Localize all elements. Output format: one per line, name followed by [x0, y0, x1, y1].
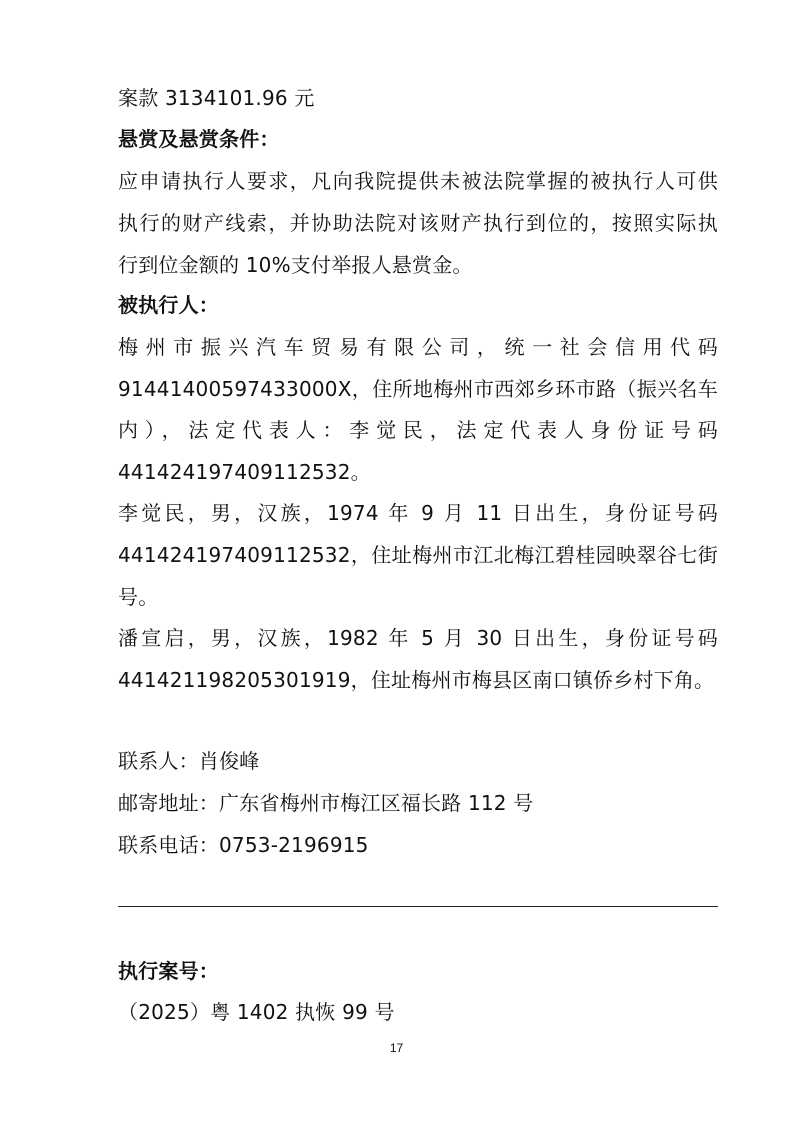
respondent-line-7: 号。 — [118, 585, 159, 609]
respondent-line-3: 内），法定代表人：李觉民，法定代表人身份证号码 — [118, 418, 718, 442]
respondent-line-8: 潘宣启，男，汉族，1982 年 5 月 30 日出生，身份证号码 — [118, 626, 718, 650]
contact-phone: 联系电话：0753-2196915 — [118, 833, 369, 857]
reward-text-line-1: 应申请执行人要求，凡向我院提供未被法院掌握的被执行人可供 — [118, 169, 718, 193]
respondent-line-9: 441421198205301919，住址梅州市梅县区南口镇侨乡村下角。 — [118, 668, 715, 692]
respondent-line-2: 91441400597433000X，住所地梅州市西郊乡环市路（振兴名车 — [118, 377, 718, 401]
section-divider — [118, 906, 718, 907]
reward-text-line-3: 行到位金额的 10%支付举报人悬赏金。 — [118, 253, 473, 277]
reward-heading: 悬赏及悬赏条件： — [118, 127, 280, 151]
respondent-line-6: 441424197409112532，住址梅州市江北梅江碧桂园映翠谷七街 — [118, 543, 718, 567]
respondent-heading: 被执行人： — [118, 293, 219, 317]
respondent-line-1: 梅州市振兴汽车贸易有限公司，统一社会信用代码 — [118, 335, 718, 359]
case-amount-line: 案款 3134101.96 元 — [118, 86, 315, 110]
respondent-line-4: 441424197409112532。 — [118, 460, 371, 484]
contact-person: 联系人：肖俊峰 — [118, 749, 260, 773]
case-number-heading: 执行案号： — [118, 959, 219, 983]
respondent-line-5: 李觉民，男，汉族，1974 年 9 月 11 日出生，身份证号码 — [118, 501, 718, 525]
reward-text-line-2: 执行的财产线索，并协助法院对该财产执行到位的，按照实际执 — [118, 211, 718, 235]
page-number: 17 — [389, 1041, 404, 1055]
case-number: （2025）粤 1402 执恢 99 号 — [118, 1000, 395, 1024]
contact-address: 邮寄地址：广东省梅州市梅江区福长路 112 号 — [118, 791, 534, 815]
